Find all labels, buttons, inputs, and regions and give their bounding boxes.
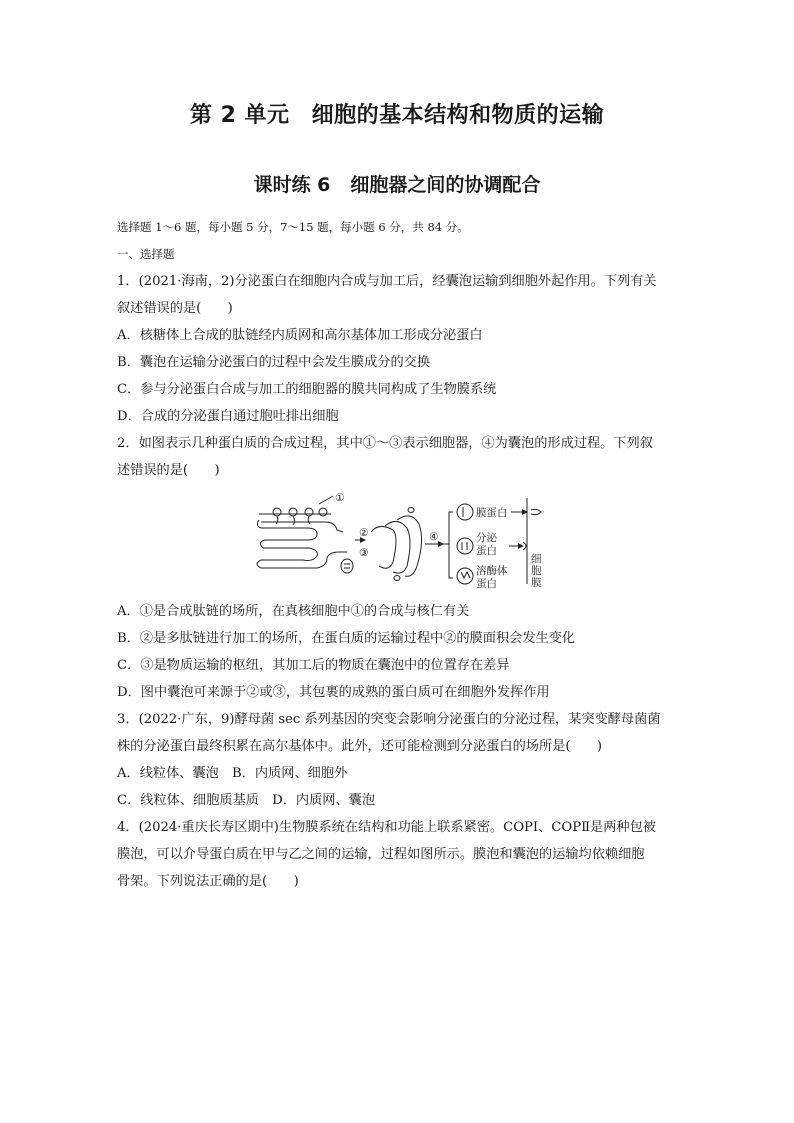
label-secretory-line2: 蛋白 <box>476 545 497 557</box>
label-lysosome-line1: 溶酶体 <box>476 565 508 577</box>
option-d: D．合成的分泌蛋白通过胞吐排出细胞 <box>117 409 339 424</box>
question-4 <box>117 814 687 895</box>
scoring-intro: 选择题 1～6 题，每小题 5 分，7～15 题，每小题 6 分，共 84 分。 <box>117 220 469 234</box>
vesicle-icon <box>341 559 353 573</box>
question-stem: 述错误的是( ) <box>117 463 220 478</box>
question-stem: 3．(2022·广东，9)酵母菌 sec 系列基因的突变会影响分泌蛋白的分泌过程，某突变酵母菌菌 <box>117 712 661 727</box>
options-row-2: C．线粒体、细胞质基质 D．内质网、囊泡 <box>117 793 376 808</box>
question-3 <box>117 706 687 814</box>
ribosome-icon <box>289 508 297 516</box>
golgi-cisterna <box>371 526 396 568</box>
label-secretory-line1: 分泌 <box>476 532 497 544</box>
marker-1: ① <box>335 492 345 504</box>
protein-synthesis-diagram <box>247 492 557 592</box>
lesson-name: 细胞器之间的协调配合 <box>350 174 541 196</box>
unit-title <box>0 98 794 129</box>
golgi-cisterna <box>385 521 410 573</box>
marker-4: ④ <box>429 531 439 543</box>
label-lysosome-line2: 蛋白 <box>476 578 497 590</box>
question-1 <box>117 268 687 430</box>
vesicle-icon <box>408 508 414 513</box>
marker-2: ② <box>359 527 369 539</box>
rough-er-membrane <box>257 520 347 568</box>
question-stem: 叙述错误的是( ) <box>117 301 233 316</box>
worksheet-body <box>117 214 687 895</box>
golgi-cisterna <box>397 516 422 576</box>
option-d: D．图中囊泡可来源于②或③，其包裹的成熟的蛋白质可在细胞外发挥作用 <box>117 685 550 700</box>
option-a: A．①是合成肽链的场所，在真核细胞中①的合成与核仁有关 <box>117 604 470 619</box>
label-cell-membrane-1: 细 <box>531 553 542 565</box>
protein-synthesis-svg <box>247 492 557 592</box>
unit-number: 第 2 单元 <box>189 103 290 128</box>
lesson-title <box>0 170 794 197</box>
ribosome-icon <box>305 508 313 516</box>
vesicle-icon <box>457 538 473 554</box>
option-c: C．③是物质运输的枢纽，其加工后的物质在囊泡中的位置存在差异 <box>117 658 510 673</box>
lesson-number: 课时练 6 <box>253 174 331 196</box>
question-stem: 2．如图表示几种蛋白质的合成过程，其中①～③表示细胞器，④为囊泡的形成过程。下列叙 <box>117 436 653 451</box>
label-cell-membrane-2: 胞 <box>531 565 542 577</box>
question-stem: 株的分泌蛋白最终积累在高尔基体中。此外，还可能检测到分泌蛋白的场所是( ) <box>117 739 603 754</box>
label-membrane-protein: 膜蛋白 <box>476 507 508 519</box>
vesicle-icon <box>457 504 473 520</box>
ribosome-icon <box>319 508 327 516</box>
question-stem: 膜泡，可以介导蛋白质在甲与乙之间的运输，过程如图所示。膜泡和囊泡的运输均依赖细胞 <box>117 847 645 862</box>
question-stem: 骨架。下列说法正确的是( ) <box>117 874 299 889</box>
rough-er-membrane <box>261 522 343 532</box>
marker-3: ③ <box>359 547 369 559</box>
unit-name: 细胞的基本结构和物质的运输 <box>311 103 605 128</box>
question-stem: 1．(2021·海南，2)分泌蛋白在细胞内合成与加工后，经囊泡运输到细胞外起作用。下列有关 <box>117 274 657 289</box>
question-stem: 4．(2024·重庆长寿区期中)生物膜系统在结构和功能上联系紧密。COPⅠ、COPⅡ是两种包被 <box>117 820 656 835</box>
option-b: B．囊泡在运输分泌蛋白的过程中会发生膜成分的交换 <box>117 355 431 370</box>
option-c: C．参与分泌蛋白合成与加工的细胞器的膜共同构成了生物膜系统 <box>117 382 497 397</box>
option-b: B．②是多肽链进行加工的场所，在蛋白质的运输过程中②的膜面积会发生变化 <box>117 631 576 646</box>
ribosome-icon <box>273 508 281 516</box>
destination-bracket <box>449 512 453 578</box>
option-a: A．核糖体上合成的肽链经内质网和高尔基体加工形成分泌蛋白 <box>117 328 483 343</box>
options-row-1: A．线粒体、囊泡 B．内质网、细胞外 <box>117 766 348 781</box>
section-heading: 一、选择题 <box>117 247 175 261</box>
label-cell-membrane-3: 膜 <box>531 577 542 589</box>
vesicle-icon <box>394 576 400 581</box>
question-2 <box>117 430 687 706</box>
